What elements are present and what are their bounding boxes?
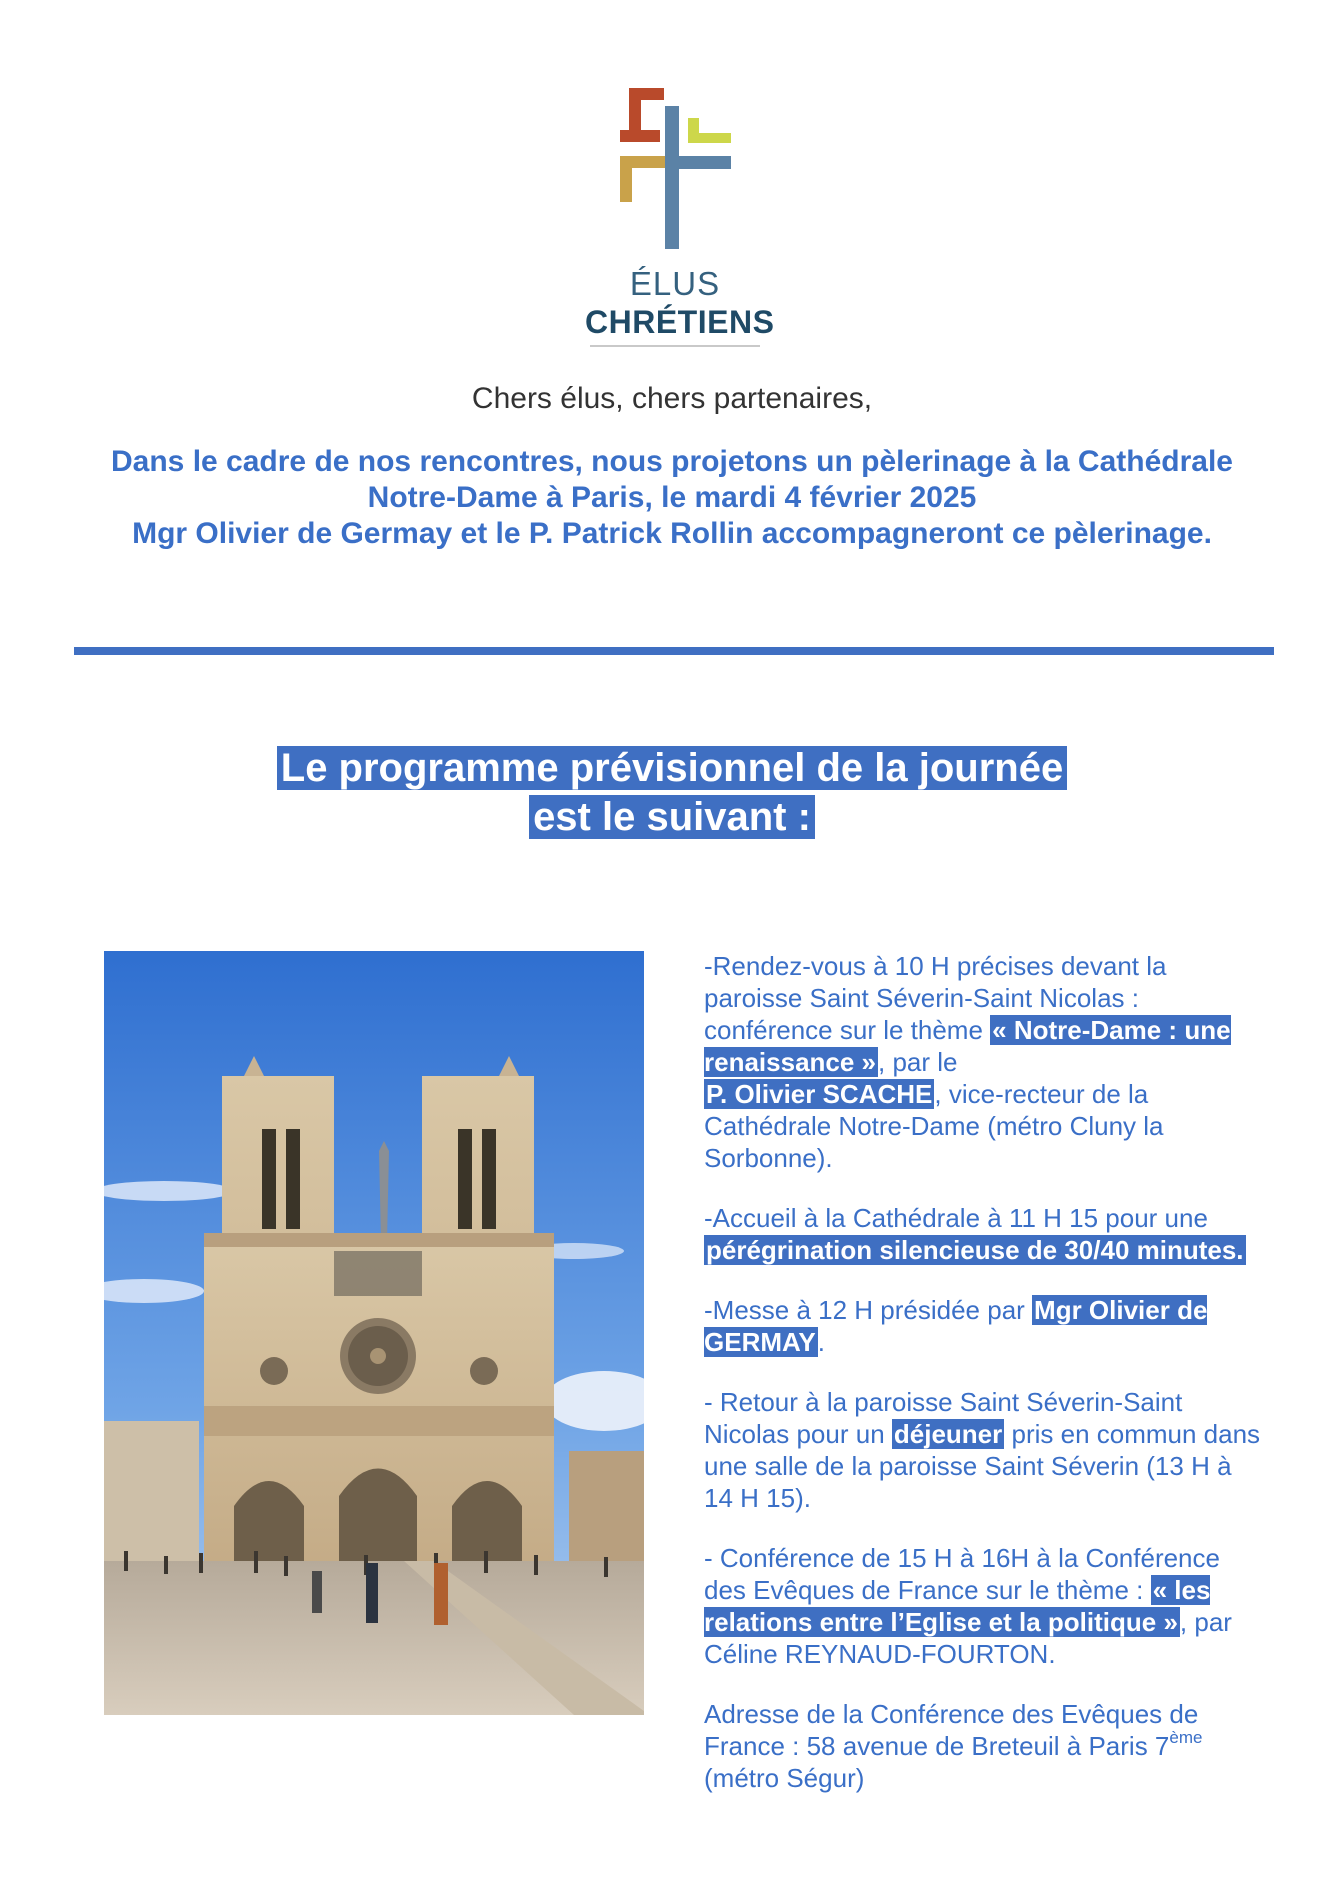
item-text: -Accueil à la Cathédrale à 11 H 15 pour une <box>704 1203 1208 1233</box>
item-superscript: ème <box>1169 1728 1203 1748</box>
item-highlight: Mgr Olivier de GERMAY <box>704 1295 1208 1357</box>
item-highlight: déjeuner <box>893 1419 1003 1449</box>
item-highlight: « les relations entre l’Eglise et la politique » <box>704 1575 1211 1637</box>
section-divider <box>74 647 1274 655</box>
logo-word-elus: ÉLUS <box>629 265 721 302</box>
item-text: - Retour à la paroisse Saint Séverin-Saint Nicolas pour un <box>704 1387 1183 1449</box>
notre-dame-photo <box>104 951 644 1715</box>
item-highlight: pérégrination silencieuse de 30/40 minutes. <box>706 1235 1244 1265</box>
item-highlight: P. Olivier SCACHE <box>706 1079 933 1109</box>
item-text: -Messe à 12 H présidée par <box>704 1295 1033 1325</box>
program-title-line-2: est le suivant : <box>529 795 815 839</box>
intro-line-1: Dans le cadre de nos rencontres, nous projetons un pèlerinage à la Cathédrale <box>111 445 1233 478</box>
logo-word-chretiens: CHRÉTIENS <box>585 304 775 340</box>
elus-chretiens-logo <box>585 86 775 348</box>
item-text: , par Céline REYNAUD-FOURTON. <box>704 1607 1232 1669</box>
program-item-rendezvous <box>704 950 1264 1174</box>
program-item-messe <box>704 1294 1264 1358</box>
item-text: . <box>817 1327 825 1357</box>
item-text: , vice-recteur de la Cathédrale Notre-Dame (métro Cluny la Sorbonne). <box>704 1079 1164 1173</box>
program-title-line-1: Le programme prévisionnel de la journée <box>277 746 1067 790</box>
logo-underline <box>590 345 760 347</box>
item-text: - Conférence de 15 H à 16H à la Conférence des Evêques de France sur le thème : <box>704 1543 1220 1605</box>
intro-line-3: Mgr Olivier de Germay et le P. Patrick Rollin accompagneront ce pèlerinage. <box>132 517 1212 550</box>
program-item-conference <box>704 1542 1264 1670</box>
greeting: Chers élus, chers partenaires, <box>471 382 873 415</box>
item-text: pris en commun dans une salle de la paroisse Saint Séverin (13 H à 14 H 15). <box>704 1419 1261 1513</box>
item-text: , par le <box>878 1047 958 1077</box>
item-text: Adresse de la Conférence des Evêques de France : 58 avenue de Breteuil à Paris 7 <box>704 1699 1199 1761</box>
cross-logo-icon <box>585 86 765 266</box>
intro-text <box>60 444 1284 552</box>
program-title <box>0 744 1344 842</box>
program-item-dejeuner <box>704 1386 1264 1514</box>
program-items <box>704 950 1264 1822</box>
item-text: -Rendez-vous à 10 H précises devant la paroisse Saint Séverin-Saint Nicolas : conférence sur le thème <box>704 951 1167 1045</box>
item-highlight: « Notre-Dame : une renaissance » <box>704 1015 1231 1077</box>
program-item-accueil <box>704 1202 1264 1266</box>
intro-line-2: Notre-Dame à Paris, le mardi 4 février 2025 <box>367 481 977 514</box>
program-item-adresse <box>704 1698 1264 1794</box>
item-text: (métro Ségur) <box>704 1763 865 1793</box>
